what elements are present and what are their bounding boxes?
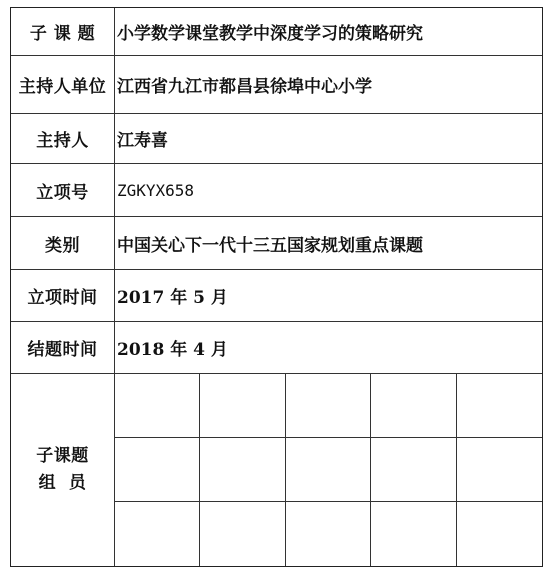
members-section	[11, 374, 542, 566]
end-date-value: 2018 年 4 月	[117, 340, 228, 360]
members-label-line2: 组 员	[38, 473, 87, 493]
table-row-category	[11, 217, 542, 270]
table-row-host-unit	[11, 56, 542, 114]
members-label-line1: 子课题	[36, 446, 89, 466]
host-unit-value: 江西省九江市都昌县徐埠中心小学	[117, 77, 372, 97]
member-cell[interactable]	[200, 438, 285, 502]
member-cell[interactable]	[200, 502, 285, 566]
member-cell[interactable]	[115, 374, 200, 438]
project-number-value: ZGKYX658	[117, 180, 195, 200]
member-cell[interactable]	[286, 438, 371, 502]
member-cell[interactable]	[115, 502, 200, 566]
start-date-label: 立项时间	[11, 270, 115, 321]
member-cell[interactable]	[371, 374, 456, 438]
member-cell[interactable]	[200, 374, 285, 438]
host-label: 主持人	[11, 114, 115, 163]
host-value: 江寿喜	[117, 131, 168, 151]
category-value: 中国关心下一代十三五国家规划重点课题	[117, 235, 423, 256]
table-row-host	[11, 114, 542, 164]
project-number-label: 立项号	[11, 164, 115, 216]
table-row-start-date	[11, 270, 542, 322]
host-unit-label: 主持人单位	[11, 56, 115, 113]
subtopic-label: 子 课 题	[11, 8, 115, 55]
members-label	[11, 374, 115, 566]
member-cell[interactable]	[457, 438, 542, 502]
members-grid	[115, 374, 542, 566]
member-cell[interactable]	[115, 438, 200, 502]
member-cell[interactable]	[286, 502, 371, 566]
member-cell[interactable]	[371, 502, 456, 566]
member-cell[interactable]	[457, 502, 542, 566]
table-row-project-number	[11, 164, 542, 217]
category-label: 类别	[11, 217, 115, 269]
member-cell[interactable]	[371, 438, 456, 502]
member-cell[interactable]	[457, 374, 542, 438]
start-date-value: 2017 年 5 月	[117, 288, 228, 308]
member-cell[interactable]	[286, 374, 371, 438]
subtopic-value: 小学数学课堂教学中深度学习的策略研究	[117, 24, 423, 44]
table-row-end-date	[11, 322, 542, 374]
project-info-table	[10, 7, 543, 567]
end-date-label: 结题时间	[11, 322, 115, 373]
table-row-subtopic	[11, 8, 542, 56]
